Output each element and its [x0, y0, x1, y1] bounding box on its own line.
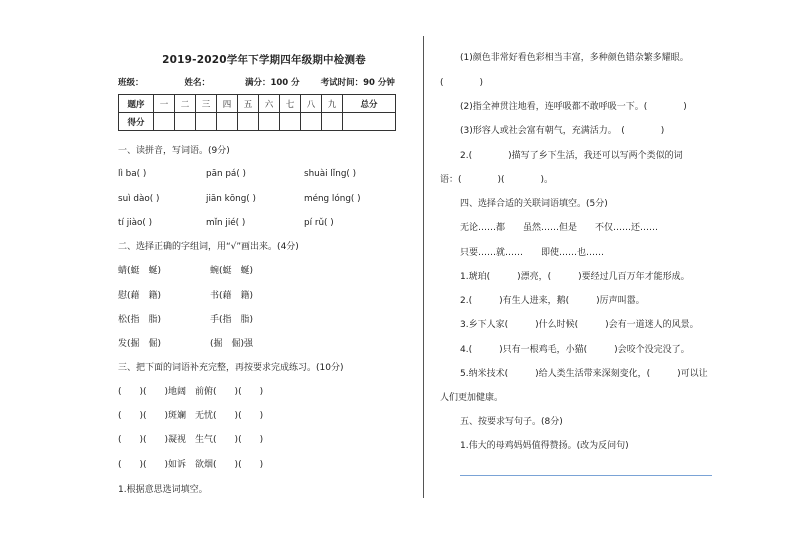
- question-text[interactable]: (3)形容人或社会富有朝气，充满活力。 ( ): [460, 126, 665, 136]
- exam-time-label: 考试时间：90 分钟: [320, 78, 395, 88]
- score-cell: 一: [154, 95, 175, 113]
- pinyin-item: lì ba( ): [118, 169, 147, 179]
- score-cell: 八: [301, 95, 322, 113]
- question-text[interactable]: 2.( )描写了乡下生活，我还可以写两个类似的词: [460, 151, 683, 161]
- char-choice-item[interactable]: (掘 倔)强: [210, 339, 254, 349]
- char-choice-item[interactable]: 蜿(蜓 蜒): [210, 266, 254, 276]
- char-choice-item[interactable]: 慰(藉 籍): [118, 291, 162, 301]
- question-text[interactable]: 语：( )( )。: [440, 175, 554, 185]
- char-choice-item[interactable]: 发(掘 倔): [118, 339, 162, 349]
- question-text[interactable]: 1.琥珀( )漂亮，( )要经过几百万年才能形成。: [460, 272, 690, 282]
- score-cell: 五: [238, 95, 259, 113]
- pinyin-item: pān pá( ): [206, 169, 246, 179]
- score-input-cell[interactable]: [259, 113, 280, 131]
- pinyin-item: méng lóng( ): [304, 194, 361, 204]
- score-cell: 三: [196, 95, 217, 113]
- score-cell: 四: [217, 95, 238, 113]
- exam-info-line: [118, 76, 418, 88]
- section-3-title: 三、把下面的词语补充完整，再按要求完成练习。(10分): [118, 363, 344, 373]
- name-label: 姓名：: [184, 78, 210, 88]
- word-fill-row[interactable]: ( )( )凝视 生气( )( ): [118, 435, 264, 445]
- question-text[interactable]: 2.( )有生人进来，鹅( )厉声叫嚣。: [460, 296, 645, 306]
- class-label: 班级：: [118, 78, 144, 88]
- score-table-header-row: [119, 95, 396, 113]
- question-text: 人们更加健康。: [440, 393, 504, 403]
- score-table: [118, 94, 396, 131]
- answer-blank[interactable]: ( ): [440, 78, 484, 88]
- exam-title: 2019-2020学年下学期四年级期中检测卷: [162, 54, 366, 66]
- score-cell: 九: [322, 95, 343, 113]
- score-input-cell[interactable]: [175, 113, 196, 131]
- pinyin-item: shuài lǐng( ): [304, 169, 357, 179]
- pinyin-item: pí rǔ( ): [304, 218, 334, 228]
- score-table-score-row: [119, 113, 396, 131]
- score-row-label: 得分: [119, 113, 154, 131]
- question-text: 1.根据意思选词填空。: [118, 485, 208, 495]
- left-column: [114, 0, 414, 549]
- conjunction-options: 只要……就…… 即使……也……: [460, 248, 605, 258]
- score-cell: 题序: [119, 95, 154, 113]
- pinyin-item: suì dào( ): [118, 194, 160, 204]
- score-input-cell[interactable]: [217, 113, 238, 131]
- conjunction-options: 无论……都 虽然……但是 不仅……还……: [460, 223, 659, 233]
- score-input-cell[interactable]: [154, 113, 175, 131]
- score-input-cell[interactable]: [238, 113, 259, 131]
- question-text[interactable]: 4.( )只有一根鸡毛，小猫( )会咬个没完没了。: [460, 345, 690, 355]
- score-cell: 六: [259, 95, 280, 113]
- char-choice-item[interactable]: 手(指 脂): [210, 315, 254, 325]
- char-choice-item[interactable]: 松(指 脂): [118, 315, 162, 325]
- full-score-label: 满分：100 分: [244, 78, 300, 88]
- section-5-title: 五、按要求写句子。(8分): [460, 417, 563, 427]
- column-divider: [423, 36, 424, 498]
- question-text[interactable]: (2)指全神贯注地看，连呼吸都不敢呼吸一下。( ): [460, 102, 687, 112]
- score-input-cell[interactable]: [196, 113, 217, 131]
- score-cell: 总分: [343, 95, 396, 113]
- question-text: (1)颜色非常好看色彩相当丰富，多种颜色错杂繁多耀眼。: [460, 53, 689, 63]
- question-text[interactable]: 3.乡下人家( )什么时候( )会有一道迷人的风景。: [460, 320, 699, 330]
- word-fill-row[interactable]: ( )( )地阔 前俯( )( ): [118, 387, 264, 397]
- word-fill-row[interactable]: ( )( )如诉 欲烟( )( ): [118, 460, 264, 470]
- pinyin-item: tí jiào( ): [118, 218, 153, 228]
- right-column: [440, 0, 760, 549]
- section-4-title: 四、选择合适的关联词语填空。(5分): [460, 199, 608, 209]
- question-text[interactable]: 5.纳米技术( )给人类生活带来深刻变化，( )可以让: [460, 369, 708, 379]
- char-choice-item[interactable]: 蜻(蜓 蜒): [118, 266, 162, 276]
- score-input-cell[interactable]: [280, 113, 301, 131]
- question-text: 1.伟大的母鸡妈妈值得赞扬。(改为反问句): [460, 441, 629, 451]
- char-choice-item[interactable]: 书(藉 籍): [210, 291, 254, 301]
- pinyin-item: jiān kōng( ): [206, 194, 256, 204]
- section-1-title: 一、读拼音，写词语。(9分): [118, 146, 230, 156]
- answer-line[interactable]: [460, 475, 712, 476]
- score-cell: 二: [175, 95, 196, 113]
- pinyin-item: mǐn jié( ): [206, 218, 246, 228]
- word-fill-row[interactable]: ( )( )斑斓 无忧( )( ): [118, 411, 264, 421]
- score-input-cell[interactable]: [322, 113, 343, 131]
- section-2-title: 二、选择正确的字组词，用“√”画出来。(4分): [118, 242, 299, 252]
- score-input-cell[interactable]: [301, 113, 322, 131]
- score-cell: 七: [280, 95, 301, 113]
- score-input-cell[interactable]: [343, 113, 396, 131]
